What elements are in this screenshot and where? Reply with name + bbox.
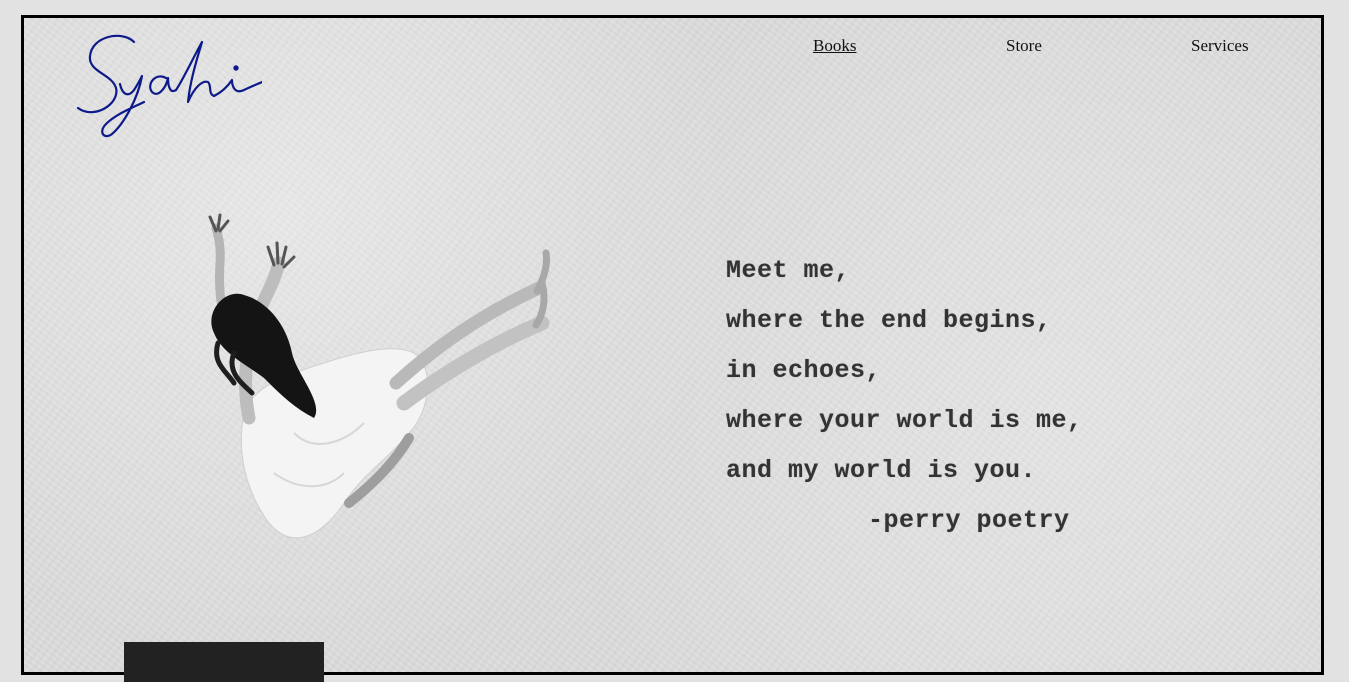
- poem-author: -perry poetry: [868, 506, 1070, 535]
- hero-image: [174, 203, 554, 548]
- leaping-dancer-photo-icon: [174, 203, 554, 548]
- nav-item-store[interactable]: Store: [1006, 36, 1042, 55]
- nav-item-books[interactable]: Books: [813, 36, 857, 55]
- poem-line: where your world is me,: [726, 406, 1083, 435]
- poem: [726, 246, 1083, 546]
- main-nav: [24, 36, 1321, 60]
- poem-line: in echoes,: [726, 356, 882, 385]
- poem-line: Meet me,: [726, 256, 851, 285]
- book-cover-preview[interactable]: [124, 642, 324, 682]
- page-frame: [21, 15, 1324, 675]
- poem-line: and my world is you.: [726, 456, 1037, 485]
- poem-line: where the end begins,: [726, 306, 1052, 335]
- nav-item-services[interactable]: Services: [1191, 36, 1249, 55]
